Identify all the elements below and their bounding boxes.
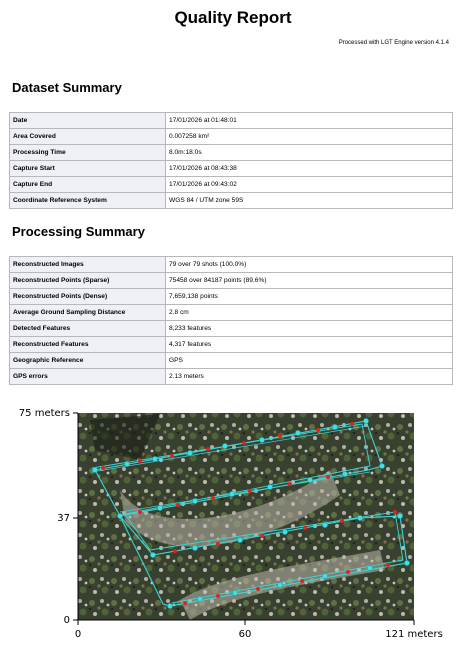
camera-marker (397, 513, 402, 518)
gps-marker (350, 422, 354, 426)
row-value: 8.0m:18.0s (166, 145, 453, 161)
gps-marker (393, 510, 397, 514)
row-value: 4,317 features (166, 337, 453, 353)
gps-marker (326, 475, 330, 479)
camera-overview-svg (0, 400, 466, 650)
table-row (10, 353, 453, 369)
camera-marker (363, 418, 368, 423)
gps-marker (138, 510, 142, 514)
row-value: 75458 over 84187 points (89.6%) (166, 273, 453, 289)
row-value: 17/01/2026 at 01:48:01 (166, 113, 453, 129)
table-row (10, 273, 453, 289)
gps-marker (176, 503, 180, 507)
gps-marker (300, 579, 304, 583)
camera-marker (295, 430, 300, 435)
gps-marker (256, 587, 260, 591)
dataset-summary-table (9, 112, 453, 209)
camera-marker (322, 573, 327, 578)
gps-marker (340, 519, 344, 523)
gps-marker (316, 428, 320, 432)
camera-marker (117, 513, 122, 518)
row-label: Processing Time (10, 145, 166, 161)
row-value: 2.13 meters (166, 369, 453, 385)
gps-marker (138, 459, 142, 463)
camera-marker (197, 596, 202, 601)
gps-marker (101, 466, 105, 470)
table-row (10, 193, 453, 209)
camera-marker (259, 437, 264, 442)
row-value: 7,659,138 points (166, 289, 453, 305)
camera-marker (150, 552, 155, 557)
camera-marker (322, 522, 327, 527)
gps-marker (211, 496, 215, 500)
table-row (10, 289, 453, 305)
row-label: Capture End (10, 177, 166, 193)
camera-overview-plot (0, 400, 466, 650)
gps-marker (216, 594, 220, 598)
row-label: Reconstructed Features (10, 337, 166, 353)
gps-marker (170, 454, 174, 458)
gps-marker (173, 549, 177, 553)
camera-marker (222, 443, 227, 448)
row-value: 17/01/2026 at 09:43:02 (166, 177, 453, 193)
row-label: Reconstructed Images (10, 257, 166, 273)
gps-marker (260, 534, 264, 538)
table-row (10, 321, 453, 337)
camera-marker (379, 463, 384, 468)
camera-marker (237, 537, 242, 542)
gps-marker (216, 542, 220, 546)
camera-marker (167, 603, 172, 608)
y-tick-label: 75 meters (18, 408, 70, 419)
row-label: Detected Features (10, 321, 166, 337)
row-label: Capture Start (10, 161, 166, 177)
row-value: 79 over 79 shots (100.0%) (166, 257, 453, 273)
camera-marker (277, 582, 282, 587)
camera-marker (404, 560, 409, 565)
table-row (10, 161, 453, 177)
row-label: GPS errors (10, 369, 166, 385)
camera-marker (229, 491, 234, 496)
gps-marker (303, 526, 307, 530)
camera-marker (367, 565, 372, 570)
gps-marker (288, 482, 292, 486)
camera-marker (157, 505, 162, 510)
table-row (10, 257, 453, 273)
x-tick-label: 121 meters (385, 629, 443, 640)
camera-marker (232, 590, 237, 595)
x-tick-label: 0 (74, 629, 82, 640)
camera-marker (192, 498, 197, 503)
camera-marker (124, 461, 129, 466)
camera-marker (282, 529, 287, 534)
processing-summary-heading: Processing Summary (12, 224, 145, 239)
row-value: 2.8 cm (166, 305, 453, 321)
gps-marker (386, 563, 390, 567)
dataset-summary-heading: Dataset Summary (12, 80, 122, 95)
row-label: Coordinate Reference System (10, 193, 166, 209)
table-row (10, 177, 453, 193)
y-tick-label: 37 (57, 513, 70, 524)
camera-marker (187, 450, 192, 455)
row-label: Date (10, 113, 166, 129)
camera-marker (307, 477, 312, 482)
camera-marker (357, 515, 362, 520)
table-row (10, 113, 453, 129)
table-row (10, 129, 453, 145)
row-value: 8,233 features (166, 321, 453, 337)
gps-marker (242, 441, 246, 445)
table-row (10, 337, 453, 353)
report-title: Quality Report (174, 8, 292, 27)
row-value: WGS 84 / UTM zone 59S (166, 193, 453, 209)
table-row (10, 369, 453, 385)
table-row (10, 145, 453, 161)
row-label: Area Covered (10, 129, 166, 145)
camera-marker (342, 471, 347, 476)
camera-marker (152, 456, 157, 461)
processing-summary-table (9, 256, 453, 385)
row-value: GPS (166, 353, 453, 369)
gps-marker (346, 570, 350, 574)
camera-marker (332, 424, 337, 429)
row-label: Geographic Reference (10, 353, 166, 369)
gps-marker (248, 489, 252, 493)
gps-marker (183, 601, 187, 605)
table-row (10, 305, 453, 321)
row-label: Average Ground Sampling Distance (10, 305, 166, 321)
camera-marker (267, 484, 272, 489)
engine-version: Processed with LGT Engine version 4.1.4 (338, 40, 449, 46)
row-value: 0.007258 km² (166, 129, 453, 145)
y-tick-label: 0 (63, 615, 70, 626)
gps-marker (278, 434, 282, 438)
row-value: 17/01/2026 at 08:43:38 (166, 161, 453, 177)
x-tick-label: 60 (238, 629, 252, 640)
row-label: Reconstructed Points (Dense) (10, 289, 166, 305)
row-label: Reconstructed Points (Sparse) (10, 273, 166, 289)
camera-marker (192, 545, 197, 550)
gps-marker (206, 447, 210, 451)
camera-marker (92, 467, 97, 472)
